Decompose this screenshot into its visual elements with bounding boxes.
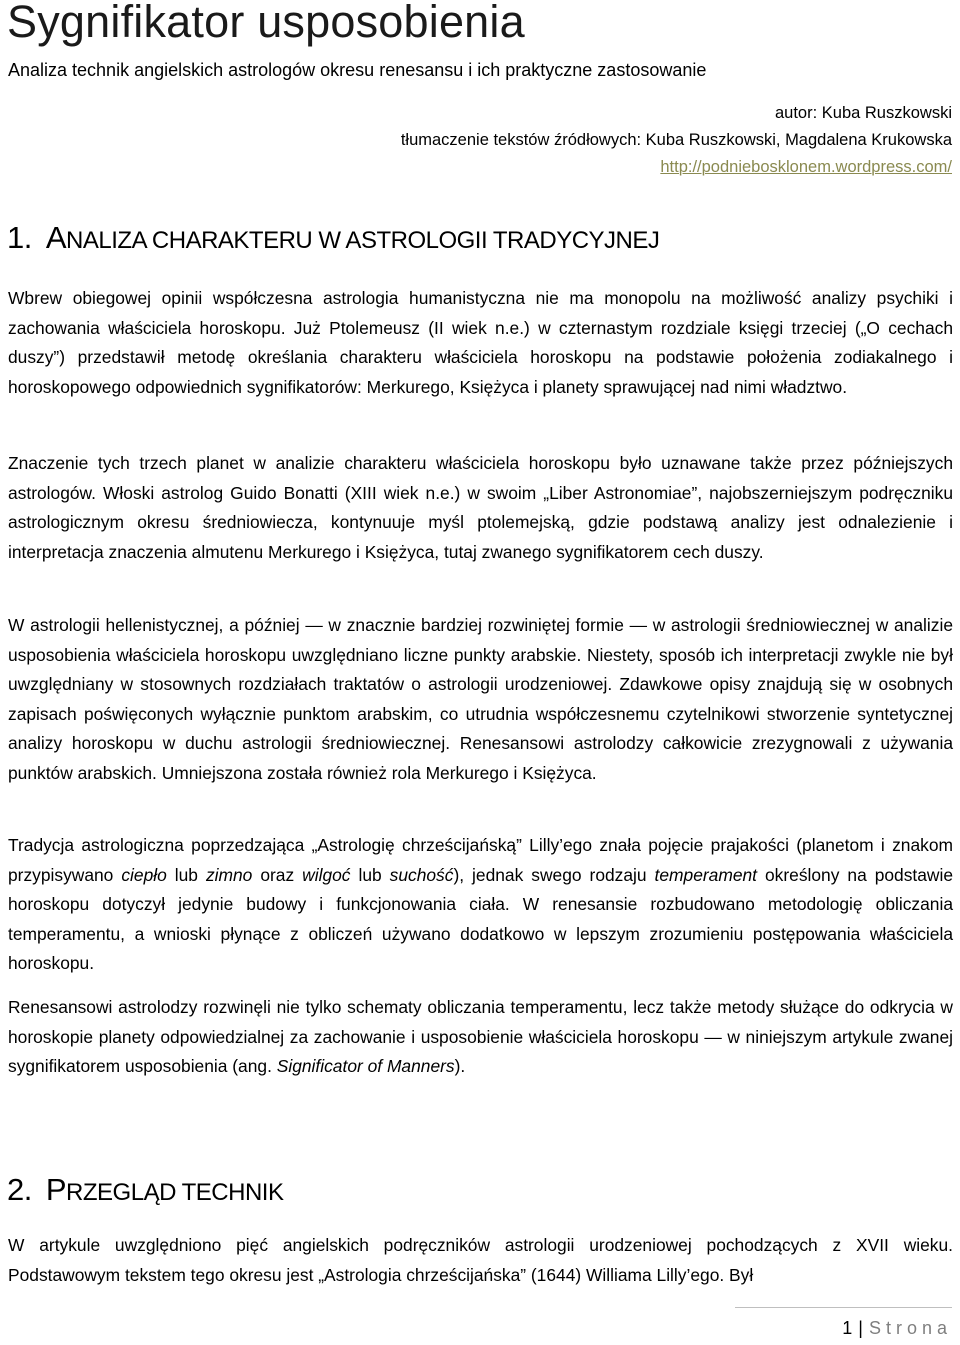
paragraph-4-text-c: oraz xyxy=(252,864,303,885)
section-2-title-initial: P xyxy=(45,1172,67,1207)
section-1-paragraph-2: Znaczenie tych trzech planet w analizie charakteru właściciela horoskopu było uznawane także przez późniejszych astrologów. Włoski astrolog Guido Bonatti (XIII wiek n.e.) w swoim „Liber Astronomiae”, najobszerniejszym podręczniku astrologicznym okresu średniowiecza, kontynuuje myśl ptolemejską, gdzie podstawą analizy jest odnalezienie i interpretacja znaczenia almutenu Merkurego i Księżyca, tutaj zwanego sygnifikatorem cech duszy. xyxy=(8,453,953,562)
footer-separator: | xyxy=(858,1318,863,1338)
paragraph-4-text-d: lub xyxy=(350,864,390,885)
term-suchosc: suchość xyxy=(389,864,454,885)
paragraph-5-text-a: Renesansowi astrolodzy rozwinęli nie tylko schematy obliczania temperamentu, lecz także metody służące do odkrycia w horoskopie planety odpowiedzialnej za zachowanie i usposobienie właściciela horoskopu — w niniejszym artykule zwanej sygnifikatorem usposobienia (ang. xyxy=(8,997,953,1076)
page-footer xyxy=(842,1318,952,1339)
translation-credit: tłumaczenie tekstów źródłowych: Kuba Ruszkowski, Magdalena Krukowska xyxy=(400,131,952,149)
page-number: 1 xyxy=(842,1318,853,1338)
term-wilgoc: wilgoć xyxy=(302,864,351,885)
document-subtitle: Analiza technik angielskich astrologów okresu renesansu i ich praktyczne zastosowanie xyxy=(8,60,707,80)
paragraph-4-text-f: określony na podstawie horoskopu dotyczył jedynie budowy i funkcjonowania ciała. W renesansie rozbudowano metodologię obliczania temperamentu, a wnioski płynące z obliczeń używano dodatkowo w lepszym zrozumieniu postępowania właściciela horoskopu. xyxy=(8,864,954,973)
term-zimno: zimno xyxy=(205,864,253,885)
paragraph-5-text-b: ). xyxy=(454,1056,466,1076)
section-1-title-initial: A xyxy=(45,220,67,255)
paragraph-4-text-a: Tradycja astrologiczna poprzedzająca „Astrologię chrześcijańską” Lilly’ego znała pojęcie prajakości (planetom i znakom przypisywano xyxy=(8,835,953,885)
page-label: Strona xyxy=(868,1318,952,1338)
section-2-paragraph-1: W artykule uwzględniono pięć angielskich podręczników astrologii urodzeniowej pochodzących z XVII wieku. Podstawowym tekstem tego okresu jest „Astrologia chrześcijańska” (1644) Williama Lilly’ego. Był xyxy=(8,1235,953,1285)
section-1-paragraph-1: Wbrew obiegowej opinii współczesna astrologia humanistyczna nie ma monopolu na możliwość analizy psychiki i zachowania właściciela horoskopu. Już Ptolemeusz (II wiek n.e.) w czternastym rozdziale księgi trzeciej („O cechach duszy”) przedstawił metodę określania charakteru właściciela horoskopu na podstawie położenia zodiakalnego i horoskopowego odpowiednich sygnifikatorów: Merkurego, Księżyca i planety sprawującej nad nimi władztwo. xyxy=(8,288,953,397)
author-line: autor: Kuba Ruszkowski xyxy=(775,104,952,122)
paragraph-4-text-b: lub xyxy=(166,864,206,885)
document-title: Sygnifikator usposobienia xyxy=(7,0,525,47)
paragraph-4-text-e: ), jednak swego rodzaju xyxy=(453,864,655,885)
section-1-number: 1. xyxy=(7,220,32,255)
term-significator-of-manners: Significator of Manners xyxy=(276,1056,455,1076)
term-temperament: temperament xyxy=(654,864,758,885)
section-2-number: 2. xyxy=(7,1172,32,1207)
term-cieplo: ciepło xyxy=(121,864,167,885)
section-2-title: RZEGLĄD TECHNIK xyxy=(66,1179,284,1206)
blog-link[interactable]: http://podniebosklonem.wordpress.com/ xyxy=(660,158,952,176)
footer-divider xyxy=(735,1307,952,1308)
section-1-heading xyxy=(7,220,659,256)
section-1-paragraph-5 xyxy=(8,993,953,1082)
section-1-paragraph-4 xyxy=(8,831,953,979)
section-2-heading xyxy=(7,1172,283,1208)
section-1-title: NALIZA CHARAKTERU W ASTROLOGII TRADYCYJNEJ xyxy=(66,227,660,254)
section-1-paragraph-3: W astrologii hellenistycznej, a później — w znacznie bardziej rozwiniętej formie — w astrologii średniowiecznej w analizie usposobienia właściciela horoskopu uwzględniano liczne punkty arabskie. Niestety, sposób ich interpretacji zwykle nie był uwzględniany w stosownych rozdziałach traktatów o astrologii urodzeniowej. Zdawkowe opisy znajdują się w osobnych zapisach poświęconych wyłącznie punktom arabskim, co utrudnia współczesnemu czytelnikowi stworzenie syntetycznej analizy horoskopu w duchu astrologii średniowiecznej. Renesansowi astrolodzy całkowicie zrezygnowali z używania punktów arabskich. Umniejszona została również rola Merkurego i Księżyca. xyxy=(8,615,953,783)
